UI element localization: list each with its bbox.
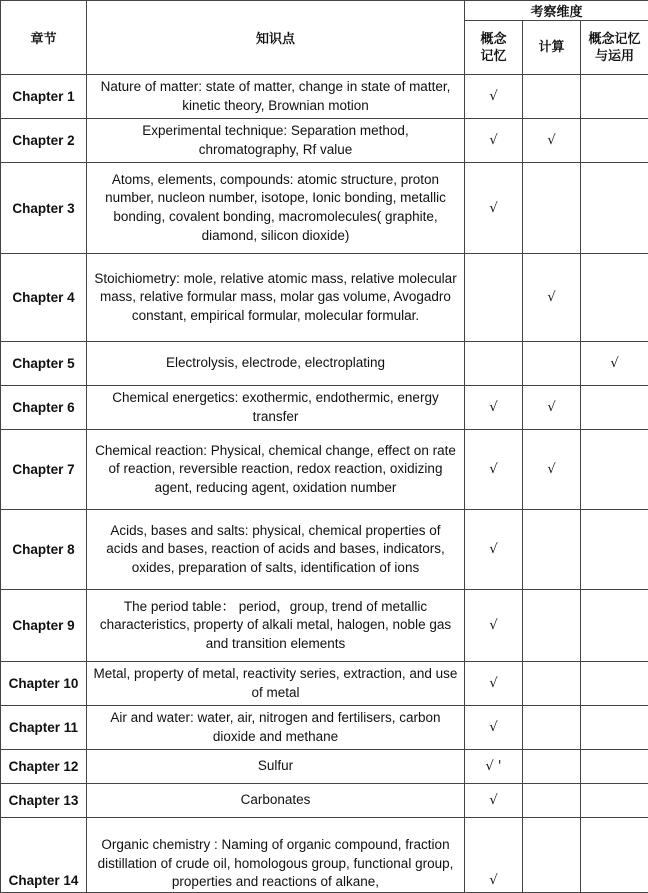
calc-mark bbox=[523, 784, 581, 818]
apply-mark bbox=[581, 590, 648, 662]
chapter-cell: Chapter 2 bbox=[1, 119, 87, 163]
header-chapter: 章节 bbox=[1, 1, 87, 75]
table-row bbox=[1, 386, 648, 430]
memory-mark: √ bbox=[465, 75, 523, 119]
table-row bbox=[1, 750, 648, 784]
knowledge-cell: Carbonates bbox=[87, 784, 465, 818]
knowledge-cell: Stoichiometry: mole, relative atomic mass, relative molecular mass, relative formular mass, molar gas volume, Avogadro constant, empirical formular, molecular formular. bbox=[87, 254, 465, 342]
chapter-cell: Chapter 10 bbox=[1, 662, 87, 706]
chapter-cell: Chapter 7 bbox=[1, 430, 87, 510]
memory-mark: √ bbox=[465, 510, 523, 590]
apply-mark bbox=[581, 662, 648, 706]
memory-mark: √ bbox=[465, 119, 523, 163]
table-row bbox=[1, 706, 648, 750]
chapter-cell: Chapter 13 bbox=[1, 784, 87, 818]
calc-mark bbox=[523, 342, 581, 386]
memory-mark: √ bbox=[465, 818, 523, 893]
knowledge-cell: Nature of matter: state of matter, change in state of matter, kinetic theory, Brownian motion bbox=[87, 75, 465, 119]
memory-mark: √ bbox=[465, 386, 523, 430]
calc-mark bbox=[523, 662, 581, 706]
calc-mark: √ bbox=[523, 119, 581, 163]
chapter-cell: Chapter 4 bbox=[1, 254, 87, 342]
chapter-cell: Chapter 11 bbox=[1, 706, 87, 750]
header-dimension: 考察维度 bbox=[465, 1, 648, 21]
apply-mark bbox=[581, 750, 648, 784]
header-calc: 计算 bbox=[523, 21, 581, 75]
table-row bbox=[1, 818, 648, 893]
memory-mark: √ bbox=[465, 784, 523, 818]
table-row bbox=[1, 163, 648, 254]
calc-mark bbox=[523, 510, 581, 590]
calc-mark bbox=[523, 75, 581, 119]
apply-mark bbox=[581, 706, 648, 750]
knowledge-cell: Chemical energetics: exothermic, endothermic, energy transfer bbox=[87, 386, 465, 430]
chapter-cell: Chapter 8 bbox=[1, 510, 87, 590]
apply-mark: √ bbox=[581, 342, 648, 386]
table-row bbox=[1, 784, 648, 818]
apply-mark bbox=[581, 818, 648, 893]
knowledge-cell: Acids, bases and salts: physical, chemical properties of acids and bases, reaction of acids and bases, indicators, oxides, preparation of salts, identification of ions bbox=[87, 510, 465, 590]
apply-mark bbox=[581, 386, 648, 430]
table-row bbox=[1, 662, 648, 706]
header-memory: 概念记忆 bbox=[465, 21, 523, 75]
memory-mark: √ bbox=[465, 662, 523, 706]
knowledge-cell: Metal, property of metal, reactivity series, extraction, and use of metal bbox=[87, 662, 465, 706]
knowledge-cell: Atoms, elements, compounds: atomic structure, proton number, nucleon number, isotope, Ionic bonding, metallic bonding, covalent bonding, macromolecules( graphite, diamond, silicon dioxide) bbox=[87, 163, 465, 254]
table-row bbox=[1, 430, 648, 510]
chapter-cell: Chapter 3 bbox=[1, 163, 87, 254]
calc-mark bbox=[523, 706, 581, 750]
calc-mark: √ bbox=[523, 254, 581, 342]
calc-mark: √ bbox=[523, 386, 581, 430]
table-row bbox=[1, 119, 648, 163]
memory-mark: √ bbox=[465, 163, 523, 254]
calc-mark bbox=[523, 750, 581, 784]
table-row bbox=[1, 75, 648, 119]
apply-mark bbox=[581, 119, 648, 163]
knowledge-cell: Chemical reaction: Physical, chemical change, effect on rate of reaction, reversible reaction, redox reaction, oxidizing agent, reducing agent, oxidation number bbox=[87, 430, 465, 510]
apply-mark bbox=[581, 75, 648, 119]
chapter-cell: Chapter 5 bbox=[1, 342, 87, 386]
memory-mark: √ bbox=[465, 590, 523, 662]
memory-mark: √ bbox=[465, 430, 523, 510]
knowledge-cell: Air and water: water, air, nitrogen and fertilisers, carbon dioxide and methane bbox=[87, 706, 465, 750]
table-row bbox=[1, 342, 648, 386]
memory-mark bbox=[465, 254, 523, 342]
memory-mark: √ bbox=[465, 706, 523, 750]
chapter-cell: Chapter 12 bbox=[1, 750, 87, 784]
knowledge-cell: Electrolysis, electrode, electroplating bbox=[87, 342, 465, 386]
chapter-cell: Chapter 9 bbox=[1, 590, 87, 662]
calc-mark bbox=[523, 163, 581, 254]
calc-mark bbox=[523, 818, 581, 893]
chapter-cell: Chapter 14 bbox=[1, 818, 87, 893]
table-row bbox=[1, 590, 648, 662]
apply-mark bbox=[581, 784, 648, 818]
apply-mark bbox=[581, 163, 648, 254]
knowledge-cell: Experimental technique: Separation method, chromatography, Rf value bbox=[87, 119, 465, 163]
chapter-cell: Chapter 6 bbox=[1, 386, 87, 430]
header-apply: 概念记忆与运用 bbox=[581, 21, 648, 75]
table-row bbox=[1, 510, 648, 590]
table-row bbox=[1, 254, 648, 342]
apply-mark bbox=[581, 510, 648, 590]
apply-mark bbox=[581, 254, 648, 342]
knowledge-cell: Sulfur bbox=[87, 750, 465, 784]
knowledge-cell: The period table： period，group, trend of metallic characteristics, property of alkali metal, halogen, noble gas and transition elements bbox=[87, 590, 465, 662]
header-row-1 bbox=[1, 1, 648, 21]
memory-mark bbox=[465, 342, 523, 386]
knowledge-cell: Organic chemistry : Naming of organic compound, fraction distillation of crude oil, homologous group, functional group, properties and reactions of alkane, bbox=[87, 818, 465, 893]
calc-mark bbox=[523, 590, 581, 662]
header-knowledge: 知识点 bbox=[87, 1, 465, 75]
apply-mark bbox=[581, 430, 648, 510]
calc-mark: √ bbox=[523, 430, 581, 510]
memory-mark: √ ' bbox=[465, 750, 523, 784]
chapter-cell: Chapter 1 bbox=[1, 75, 87, 119]
